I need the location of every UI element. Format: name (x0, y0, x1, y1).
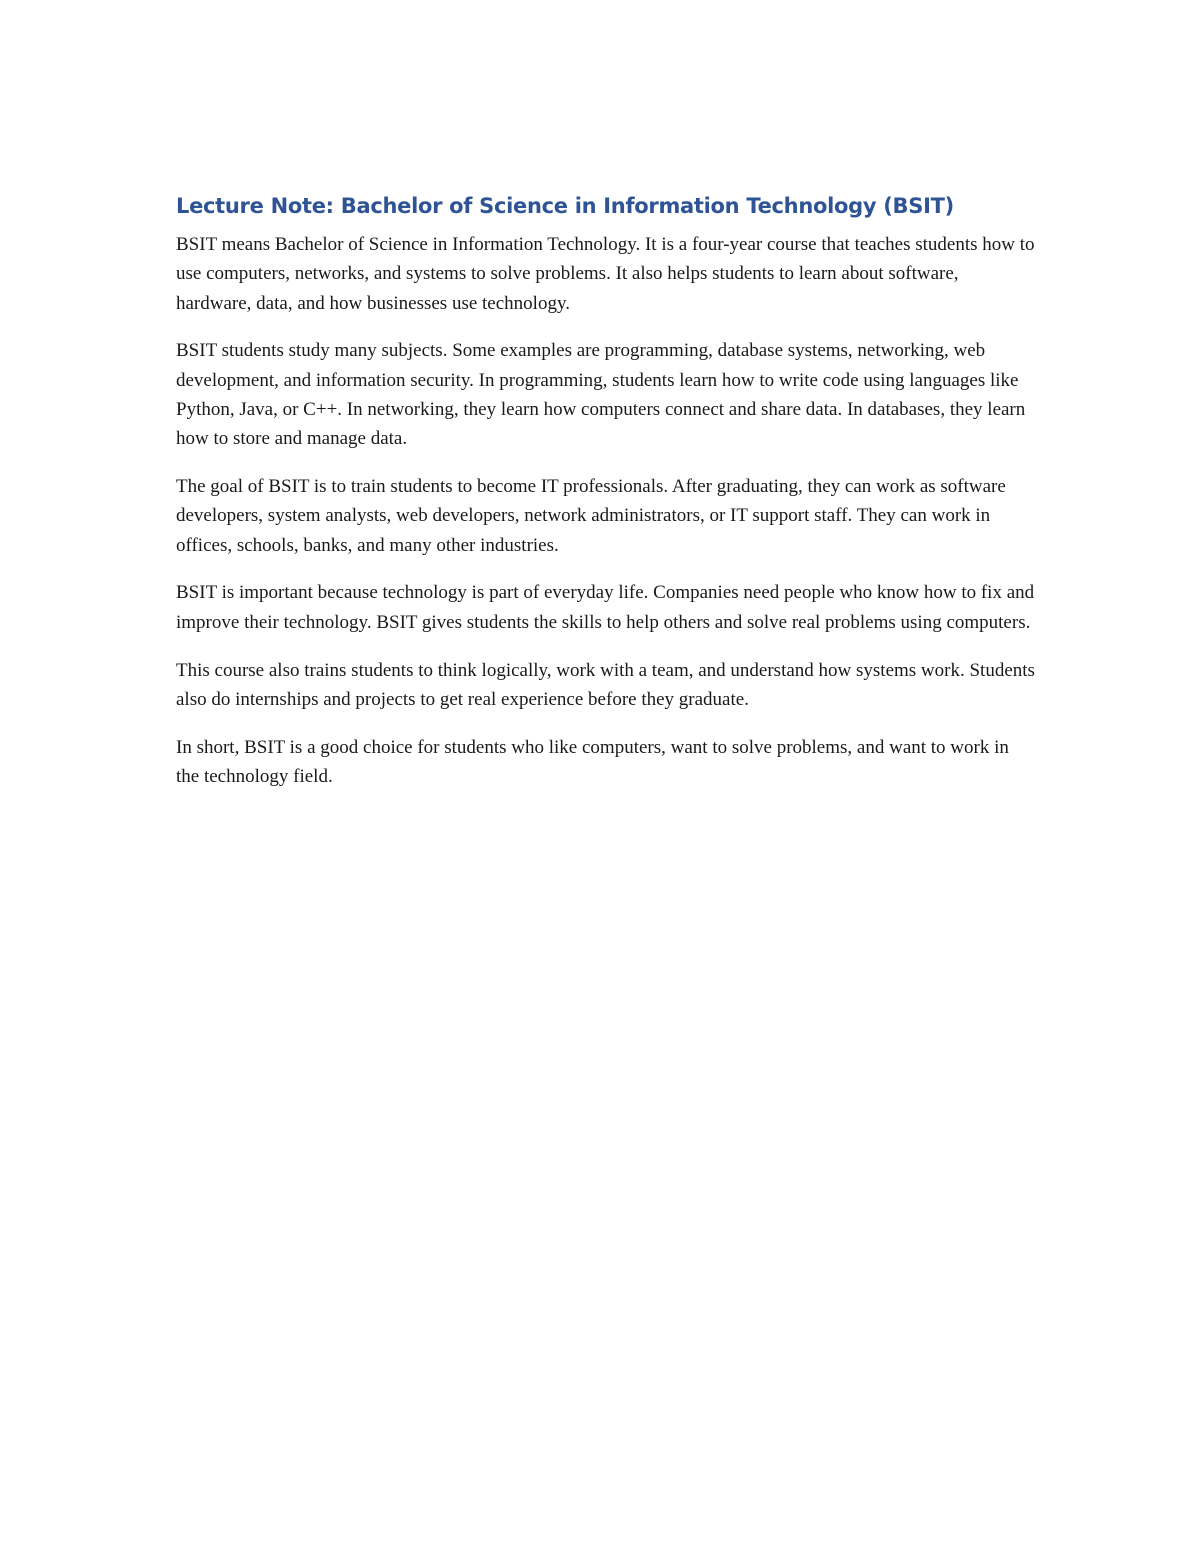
paragraph-intro: BSIT means Bachelor of Science in Information Technology. It is a four-year course that teaches students how to use computers, networks, and systems to solve problems. It also helps students to learn about software, hardware, data, and how businesses use technology. (176, 234, 1035, 314)
paragraph-conclusion: In short, BSIT is a good choice for students who like computers, want to solve problems, and want to work in the technology field. (176, 736, 1009, 787)
paragraph-training: This course also trains students to think logically, work with a team, and understand how systems work. Students also do internships and projects to get real experience before they graduate. (176, 659, 1035, 710)
paragraph-subjects: BSIT students study many subjects. Some examples are programming, database systems, networking, web development, and information security. In programming, students learn how to write code using languages like Python, Java, or C++. In networking, they learn how computers connect and share data. In databases, they learn how to store and manage data. (176, 340, 1026, 450)
paragraph-goal: The goal of BSIT is to train students to become IT professionals. After graduating, they can work as software developers, system analysts, web developers, network administrators, or IT support staff. They can work in offices, schools, banks, and many other industries. (176, 476, 1006, 556)
paragraph-importance: BSIT is important because technology is part of everyday life. Companies need people who know how to fix and improve their technology. BSIT gives students the skills to help others and solve real problems using computers. (176, 582, 1035, 633)
document-body (176, 190, 1036, 810)
document-title: Lecture Note: Bachelor of Science in Information Technology (BSIT) (176, 194, 954, 218)
